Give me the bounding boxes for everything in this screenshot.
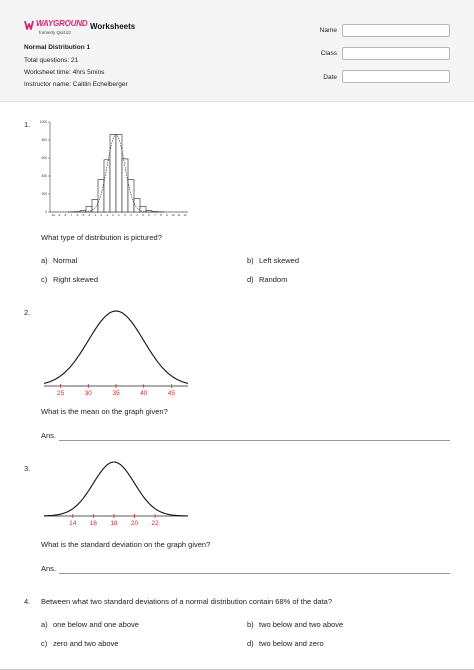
- histogram-bar: [98, 180, 104, 212]
- y-tick-label: 0: [45, 210, 47, 214]
- question-1-option-b[interactable]: b) Left skewed: [247, 256, 300, 265]
- x-tick-label: 10: [171, 213, 175, 217]
- question-3-answer-line[interactable]: [59, 573, 450, 574]
- question-1-option-a[interactable]: a) Normal: [41, 256, 78, 265]
- y-tick-label: 800: [41, 138, 47, 142]
- x-tick-label: 0: [112, 213, 114, 217]
- x-tick-label: -6: [75, 213, 79, 217]
- x-tick-label: 9: [166, 213, 168, 217]
- question-4-option-d[interactable]: d) two below and zero: [247, 639, 324, 648]
- y-tick-label: 200: [41, 192, 47, 196]
- name-field[interactable]: [342, 24, 450, 37]
- worksheet-header: [0, 0, 474, 102]
- normal-curve-chart-mean-35: [40, 304, 192, 398]
- logo-wordmark: WAYGROUND: [36, 19, 88, 28]
- x-tick-label: -5: [81, 213, 85, 217]
- y-tick-label: 400: [41, 174, 47, 178]
- x-tick-label: -10: [50, 213, 56, 217]
- question-2-number: 2.: [24, 308, 31, 317]
- question-2-text: What is the mean on the graph given?: [41, 407, 168, 416]
- x-tick-label: 35: [112, 390, 120, 397]
- total-questions: Total questions: 21: [24, 57, 79, 64]
- worksheet-title: Normal Distribution 1: [24, 44, 91, 51]
- histogram-bar: [128, 180, 134, 212]
- class-field[interactable]: [342, 47, 450, 60]
- logo-subtitle: formerly Quizizz: [39, 30, 72, 35]
- x-tick-label: 12: [183, 213, 187, 217]
- x-tick-label: 11: [177, 213, 181, 217]
- x-tick-label: -4: [87, 213, 91, 217]
- x-tick-label: -9: [57, 213, 61, 217]
- question-1-text: What type of distribution is pictured?: [41, 233, 162, 242]
- question-1-option-d[interactable]: d) Random: [247, 275, 288, 284]
- wayground-logo: [24, 18, 86, 38]
- x-tick-label: 1: [118, 213, 120, 217]
- class-label: Class: [320, 50, 337, 57]
- x-tick-label: -8: [63, 213, 67, 217]
- x-tick-label: -2: [99, 213, 103, 217]
- question-3-text: What is the standard deviation on the graph given?: [41, 540, 211, 549]
- question-4-option-b[interactable]: b) two below and two above: [247, 620, 344, 629]
- worksheet-time: Worksheet time: 4hrs 5mins: [24, 69, 105, 76]
- question-3-answer-label: Ans.: [41, 564, 57, 573]
- x-tick-label: 6: [148, 213, 150, 217]
- x-tick-label: 22: [151, 520, 159, 527]
- x-tick-label: 8: [160, 213, 162, 217]
- name-label: Name: [319, 27, 337, 34]
- x-tick-label: 4: [136, 213, 138, 217]
- x-tick-label: 45: [167, 390, 176, 397]
- question-4-text: Between what two standard deviations of a normal distribution contain 68% of the data?: [41, 597, 333, 606]
- x-tick-label: -7: [69, 213, 73, 217]
- brand-title: Worksheets: [90, 22, 136, 31]
- histogram-bar: [86, 207, 92, 212]
- x-tick-label: -3: [93, 213, 97, 217]
- date-label: Date: [323, 74, 337, 81]
- question-4-number: 4.: [24, 597, 31, 606]
- x-tick-label: 40: [140, 390, 148, 397]
- histogram-bar: [140, 207, 146, 212]
- x-tick-label: -1: [105, 213, 109, 217]
- x-tick-label: 16: [89, 520, 97, 527]
- x-tick-label: 18: [110, 520, 118, 527]
- normal-curve: [44, 462, 188, 516]
- x-tick-label: 3: [130, 213, 132, 217]
- x-tick-label: 20: [130, 520, 139, 527]
- histogram-bar: [122, 159, 128, 212]
- x-tick-label: 25: [56, 390, 65, 397]
- question-1-number: 1.: [24, 120, 31, 129]
- y-tick-label: 1000: [39, 120, 47, 124]
- x-tick-label: 5: [142, 213, 144, 217]
- question-3-number: 3.: [24, 464, 31, 473]
- question-2-answer-line[interactable]: [59, 440, 450, 441]
- histogram-chart: [36, 116, 192, 220]
- normal-curve-chart-mean-18: [40, 456, 192, 528]
- date-field[interactable]: [342, 70, 450, 83]
- histogram-bar: [92, 199, 98, 212]
- question-2-answer-label: Ans.: [41, 431, 57, 440]
- x-tick-label: 2: [124, 213, 126, 217]
- instructor-name: Instructor name: Caitlin Echelberger: [24, 81, 128, 88]
- logo-mark-icon: [24, 20, 34, 30]
- question-1-option-c[interactable]: c) Right skewed: [41, 275, 99, 284]
- y-tick-label: 600: [41, 156, 47, 160]
- question-4-option-c[interactable]: c) zero and two above: [41, 639, 119, 648]
- x-tick-label: 30: [84, 390, 92, 397]
- normal-curve: [44, 311, 188, 383]
- x-tick-label: 14: [69, 520, 77, 527]
- question-4-option-a[interactable]: a) one below and one above: [41, 620, 139, 629]
- x-tick-label: 7: [154, 213, 156, 217]
